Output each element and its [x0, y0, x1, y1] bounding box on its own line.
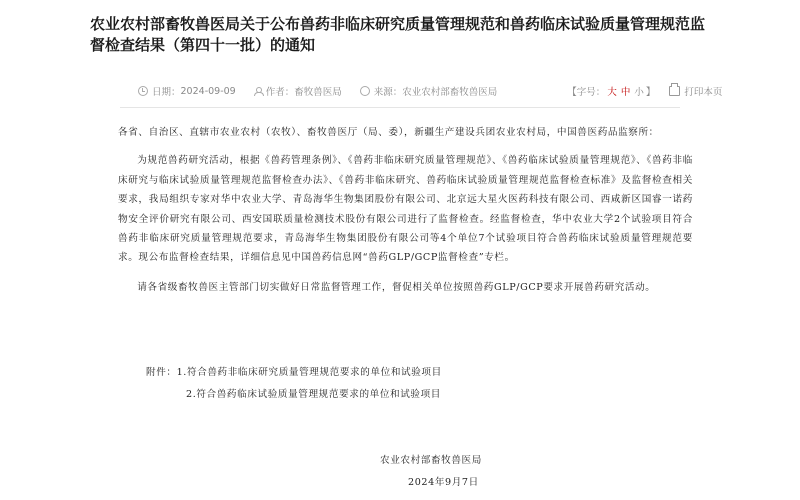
source-icon	[360, 86, 370, 96]
attachment-1	[146, 364, 442, 378]
salutation: 各省、自治区、直辖市农业农村（农牧）、畜牧兽医厅（局、委），新疆生产建设兵团农业农村局，中国兽医药品监察所：	[118, 127, 659, 138]
attachment-link-2[interactable]: 2.符合兽药临床试验质量管理规范要求的单位和试验项目	[186, 389, 442, 400]
source-info	[360, 84, 498, 98]
source-label: 来源：	[373, 87, 403, 98]
article-meta	[138, 82, 723, 100]
clock-icon	[138, 86, 148, 96]
paragraph-request: 请各省级畜牧兽医主管部门切实做好日常监督管理工作，督促相关单位按照兽药GLP/GCP要求开展兽药研究活动。	[137, 281, 656, 293]
sign-date: 2024年9月7日	[408, 477, 479, 488]
meta-divider	[120, 107, 680, 108]
font-size-medium[interactable]: 中	[620, 87, 631, 98]
font-size-selector	[567, 84, 655, 98]
user-icon	[254, 87, 262, 95]
font-size-large[interactable]: 大	[607, 87, 617, 98]
font-size-close: 】	[645, 87, 656, 98]
publish-date: 2024-09-09	[180, 85, 236, 97]
article-title: 农业农村部畜牧兽医局关于公布兽药非临床研究质量管理规范和兽药临床试验质量管理规范监督检查结果（第四十一批）的通知	[90, 15, 706, 54]
print-label: 打印本页	[684, 87, 723, 98]
source-name: 农业农村部畜牧兽医局	[402, 87, 498, 98]
attachment-2	[186, 386, 441, 400]
attachment-link-1[interactable]: 1.符合兽药非临床研究质量管理规范要求的单位和试验项目	[176, 367, 442, 378]
author-label: 作者：	[265, 87, 295, 98]
signature: 农业农村部畜牧兽医局	[380, 455, 482, 466]
date-info	[138, 84, 236, 98]
author-info	[254, 84, 342, 98]
print-button[interactable]	[669, 84, 722, 98]
printer-icon	[669, 86, 680, 96]
date-label: 日期：	[152, 87, 181, 98]
font-size-label: 【字号：	[567, 87, 606, 98]
attachments-label: 附件：	[146, 367, 177, 378]
author-name: 畜牧兽医局	[294, 87, 342, 98]
article-body	[118, 123, 693, 297]
paragraph-main: 为规范兽药研究活动，根据《兽药管理条例》、《兽药非临床研究质量管理规范》、《兽药临床试验质量管理规范》、《兽药非临床研究与临床试验质量管理规范监督检查办法》、《兽药非临床研究、兽药临床试验质量管理规范监督检查标准》及监督检查相关要求，我局组织专家对华中农业大学、青岛海华生物集团股份有限公司、北京远大星火医药科技有限公司、西咸新区国睿一诺药物安全评价研究有限公司、西安国联质量检测技术股份有限公司进行了监督检查。经监督检查，华中农业大学2个试验项目符合兽药非临床研究质量管理规范要求，青岛海华生物集团股份有限公司等4个单位7个试验项目符合兽药临床试验质量管理规范要求。现公布监督检查结果，详细信息见中国兽药信息网“兽药GLP/GCP监督检查”专栏。	[118, 155, 693, 264]
font-size-small[interactable]: 小	[634, 87, 644, 98]
